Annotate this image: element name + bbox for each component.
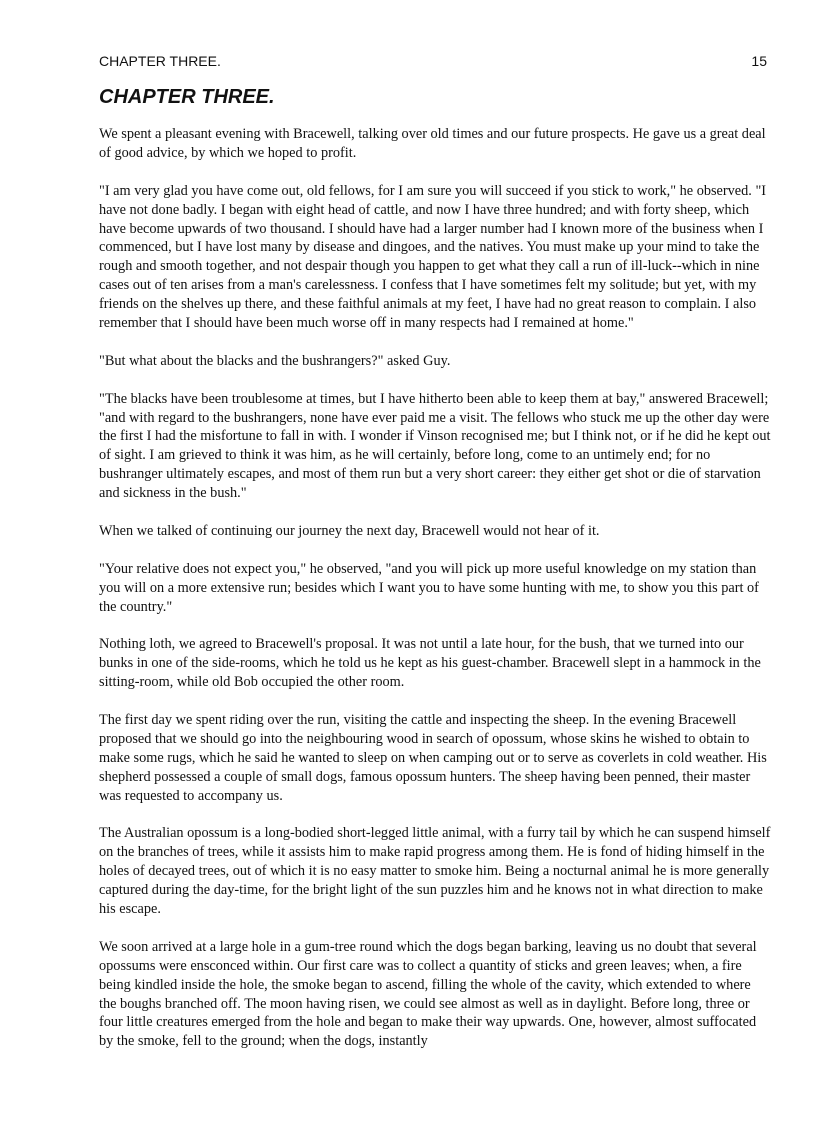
paragraph: The first day we spent riding over the run, visiting the cattle and inspecting the sheep. In the evening Bracewell proposed that we should go into the neighbouring wood in search of opossum, whose skins he wished to obtain to make some rugs, which he said he wanted to sleep on when camping out or to serve as coverlets in cold weather. His shepherd possessed a couple of small dogs, famous opossum hunters. The sheep having been penned, their master was requested to accompany us. — [99, 711, 767, 804]
paragraph: Nothing loth, we agreed to Bracewell's proposal. It was not until a late hour, for the bush, that we turned into our bunks in one of the side-rooms, which he told us he kept as his guest-chamber. Bracewell slept in a hammock in the sitting-room, while old Bob occupied the other room. — [99, 636, 761, 691]
page-number: 15 — [751, 53, 767, 69]
running-header — [99, 52, 767, 70]
paragraph: "Your relative does not expect you," he observed, "and you will pick up more useful knowledge on my station than you will on a more extensive run; besides which I want you to have some hunting with me, to show you this part of the country." — [99, 560, 759, 615]
paragraph: "But what about the blacks and the bushrangers?" asked Guy. — [99, 352, 451, 369]
running-title: CHAPTER THREE. — [99, 53, 221, 69]
chapter-body — [99, 125, 771, 1070]
chapter-title: CHAPTER THREE. — [99, 86, 275, 108]
paragraph: When we talked of continuing our journey the next day, Bracewell would not hear of it. — [99, 522, 600, 539]
paragraph: "I am very glad you have come out, old fellows, for I am sure you will succeed if you stick to work," he observed. "I have not done badly. I began with eight head of cattle, and now I have three hundred; and with forty sheep, which have become upwards of two thousand. I should have had a larger number had I known more of the business when I commenced, but I have lost many by disease and dingoes, and the natives. You must make up your mind to take the rough and smooth together, and not despair though you happen to get what they call a run of ill-luck--which in nine cases out of ten arises from a man's carelessness. I confess that I have sometimes felt my solitude; but yet, with my friends on the shelves up there, and these faithful animals at my feet, I have had no great reason to complain. I also remember that I should have been much worse off in many respects had I remained at home." — [99, 182, 767, 332]
paragraph: We soon arrived at a large hole in a gum-tree round which the dogs began barking, leaving us no doubt that several opossums were ensconced within. Our first care was to collect a quantity of sticks and green leaves; when, a fire being kindled inside the hole, the smoke began to ascend, filling the whole of the cavity, which extended to where the boughs branched off. The moon having risen, we could see almost as well as in daylight. Before long, three or four little creatures emerged from the hole and began to make their way upwards. One, however, almost suffocated by the smoke, fell to the ground; when the dogs, instantly — [99, 938, 757, 1050]
paragraph: The Australian opossum is a long-bodied short-legged little animal, with a furry tail by which he can suspend himself on the branches of trees, while it assists him to make rapid progress among them. He is fond of hiding himself in the holes of decayed trees, out of which it is no easy matter to smoke him. Being a nocturnal animal he is more generally captured during the day-time, for the bright light of the sun puzzles him and he knows not in what direction to make his escape. — [99, 825, 771, 918]
paragraph: "The blacks have been troublesome at times, but I have hitherto been able to keep them at bay," answered Bracewell; "and with regard to the bushrangers, none have ever paid me a visit. The fellows who stuck me up the other day were the first I had the misfortune to fall in with. I wonder if Vinson recognised me; but I think not, or if he did he kept out of sight. I am grieved to think it was him, as he will certainly, before long, come to an untimely end; for no bushranger ultimately escapes, and most of them run but a very short career: they either get shot or die of starvation and sickness in the bush." — [99, 390, 771, 502]
paragraph: We spent a pleasant evening with Bracewell, talking over old times and our future prospects. He gave us a great deal of good advice, by which we hoped to profit. — [99, 126, 766, 161]
